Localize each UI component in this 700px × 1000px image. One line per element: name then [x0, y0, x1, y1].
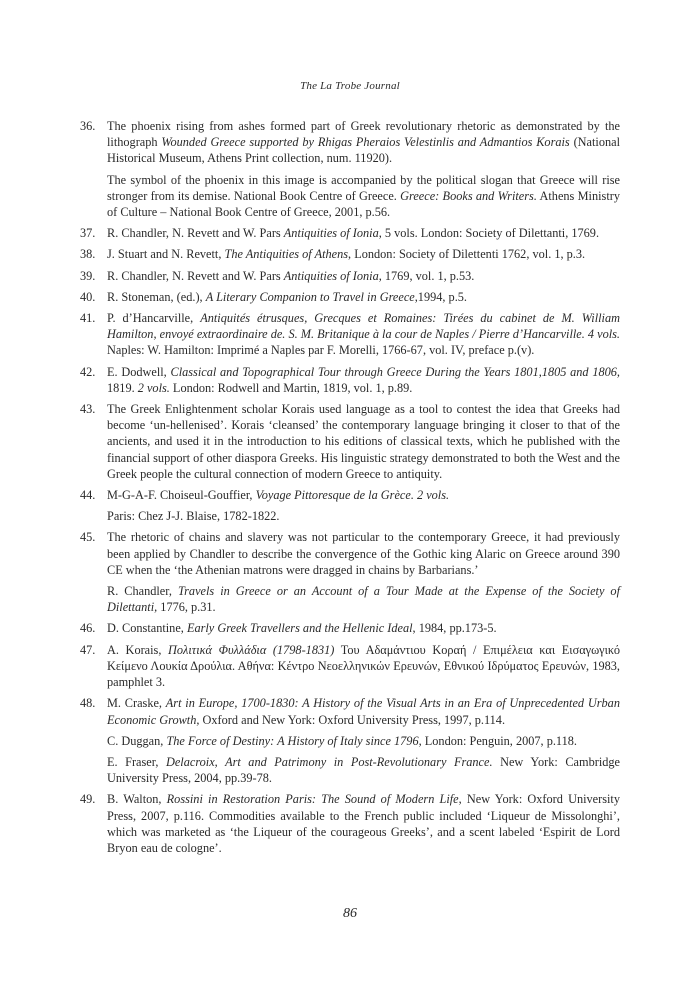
endnote-number: 38. — [80, 247, 96, 262]
endnote-text: The Greek Enlightenment scholar Korais used language as a tool to contest the idea that Greeks had become ‘un-hellenised’. Korais ‘cleansed’ the contemporary language bringing it closer to that of the ancients, and used it in the introduction to his editions of classical texts, which he published with the financial support of other diaspora Greeks. His linguistic strategy demonstrated to both the West and the Greek people the cultural connection of modern Greece to antiquity. — [107, 402, 620, 481]
endnote-text: , London: Society of Dilettenti 1762, vol. 1, p.3. — [348, 247, 586, 262]
endnote-text: , 5 vols. London: Society of Dilettanti, 1769. — [378, 226, 600, 241]
endnote-number: 37. — [80, 226, 96, 241]
endnote-text: Του Αδαμάντιου Κοραή / Επιμέλεια και Εισαγωγικό Κείμενο Λουκία Δρούλια. Αθήνα: Κέντρο Νεοελληνικών Ερευνών, Εθνικού Ιδρύματος Ερευνών, 1983, pamphlet 3. — [107, 642, 620, 690]
endnote-paragraph — [107, 268, 620, 284]
endnote-text: R. Chandler, N. Revett and W. Pars — [107, 226, 284, 241]
endnote-text: J. Stuart and N. Revett, — [107, 247, 225, 262]
endnote-text: London: Rodwell and Martin, 1819, vol. 1, p.89. — [169, 380, 413, 395]
endnote-title-text: Early Greek Travellers and the Hellenic Ideal — [186, 621, 413, 636]
endnote-title-text: The Force of Destiny: A History of Italy since 1796 — [166, 733, 419, 748]
running-head: The La Trobe Journal — [300, 80, 400, 92]
endnote-paragraph — [107, 487, 620, 503]
endnote-number: 42. — [80, 364, 96, 379]
endnote-number: 40. — [80, 289, 96, 304]
endnote-number: 47. — [80, 642, 96, 657]
endnote-paragraph — [107, 246, 620, 262]
endnote-text: B. Walton, — [107, 792, 167, 807]
endnote-paragraph — [107, 225, 620, 241]
endnote-title-text: Classical and Topographical Tour through Greece During the Years 1801,1805 and 1806, — [170, 364, 620, 379]
endnote-text: New York: Cambridge University Press, 2004, pp.39-78. — [107, 754, 620, 786]
endnote-text: R. Chandler, N. Revett and W. Pars — [107, 268, 284, 283]
endnote-text: P. d’Hancarville, — [107, 311, 201, 326]
endnote-text: Athens Ministry of Culture – National Book Centre of Greece, 2001, p.56. — [107, 188, 620, 220]
endnote-item — [80, 695, 620, 786]
endnote-paragraph — [107, 754, 620, 786]
endnote-text: E. Dodwell, — [107, 364, 171, 379]
endnote-paragraph — [107, 642, 620, 691]
endnote-item — [80, 642, 620, 691]
endnote-number: 44. — [80, 488, 96, 503]
endnote-paragraph — [107, 695, 620, 727]
endnote-title-text: Greece: Books and Writers. — [400, 188, 537, 203]
endnote-number: 41. — [80, 311, 96, 326]
endnote-number: 45. — [80, 530, 96, 545]
endnote-text: D. Constantine, — [107, 621, 187, 636]
endnote-number: 36. — [80, 119, 96, 133]
endnote-number: 39. — [80, 268, 96, 283]
endnote-text: E. Fraser, — [107, 754, 166, 769]
endnote-item — [80, 289, 620, 305]
endnote-text: Paris: Chez J-J. Blaise, 1782-1822. — [107, 509, 280, 524]
endnote-paragraph — [107, 620, 620, 636]
endnote-text: 1776, p.31. — [157, 600, 216, 615]
endnote-item — [80, 118, 620, 220]
endnote-number: 43. — [80, 402, 96, 417]
endnote-title-text: Delacroix, Art and Patrimony in Post-Revolutionary France. — [165, 754, 493, 769]
endnote-text: R. Chandler, — [107, 584, 178, 599]
endnote-item — [80, 310, 620, 359]
endnote-paragraph — [107, 529, 620, 578]
endnote-paragraph — [107, 733, 620, 749]
endnote-paragraph — [107, 508, 620, 524]
endnote-number: 49. — [80, 792, 96, 807]
endnote-item — [80, 268, 620, 284]
endnote-title-text: Travels in Greece or an Account of a Tour Made at the Expense of the Society of Dilettanti, — [107, 584, 620, 615]
endnote-text: ,1994, p.5. — [414, 289, 467, 304]
endnote-title-text: The Antiquities of Athens — [224, 247, 349, 262]
endnote-text: M-G-A-F. Choiseul-Gouffier, — [107, 488, 256, 503]
endnote-text: Oxford and New York: Oxford University Press, 1997, p.114. — [199, 712, 506, 727]
endnote-paragraph — [107, 289, 620, 305]
endnote-item — [80, 620, 620, 636]
endnote-title-text: Antiquities of Ionia — [283, 268, 379, 283]
endnote-paragraph — [107, 364, 620, 396]
endnote-title-text: Rossini in Restoration Paris: The Sound of Modern Life — [166, 792, 459, 807]
endnote-text: , New York: Oxford University Press, 2007, p.116. Commodities available to the French public included ‘Liqueur de Missolonghi’, which was marketed as ‘the Liqueur of the courageous Greeks’, and a scent labeled ‘Espirit de Lord Bryon eau de cologne’. — [107, 792, 620, 855]
endnote-item — [80, 791, 620, 856]
endnote-item — [80, 529, 620, 615]
endnote-text: , 1769, vol. 1, p.53. — [378, 268, 475, 283]
endnote-title-text: Πολιτικά Φυλλάδια (1798-1831) — [168, 642, 335, 657]
endnote-text: , London: Penguin, 2007, p.118. — [418, 733, 577, 748]
endnotes-list — [80, 118, 620, 861]
endnote-text: C. Duggan, — [107, 733, 167, 748]
endnote-text: R. Stoneman, (ed.), — [107, 289, 206, 304]
endnote-title-text: Antiquities of Ionia — [283, 226, 379, 241]
endnote-text: 1819. — [107, 380, 138, 395]
endnote-text: M. Craske, — [107, 696, 166, 711]
endnote-item — [80, 225, 620, 241]
endnote-paragraph — [107, 583, 620, 615]
endnote-text: The symbol of the phoenix in this image is accompanied by the political slogan that Greece will rise stronger from its demise. National Book Centre of Greece. — [107, 172, 620, 203]
endnote-item — [80, 487, 620, 524]
endnote-title-text: Antiquités étrusques, Grecques et Romaines: Tirées du cabinet de M. William Hamilton, envoyé extraordinaire de. S. M. Britanique à la cour de Naples / Pierre d’Hancarville. 4 vols. — [107, 311, 621, 342]
endnote-item — [80, 246, 620, 262]
endnote-paragraph — [107, 791, 620, 856]
endnote-number: 46. — [80, 621, 96, 636]
endnote-title-text: A Literary Companion to Travel in Greece — [205, 289, 415, 304]
endnote-text: Naples: W. Hamilton: Imprimé a Naples par F. Morelli, 1766-67, vol. IV, preface p.(v). — [107, 343, 535, 358]
endnote-text: The phoenix rising from ashes formed part of Greek revolutionary rhetoric as demonstrated by the lithograph — [107, 119, 620, 150]
endnote-title-text: 2 vols. — [137, 380, 170, 395]
endnote-title-text: Art in Europe, 1700-1830: A History of the Visual Arts in an Era of Unprecedented Urban Economic Growth, — [107, 696, 620, 727]
endnote-text: , 1984, pp.173-5. — [412, 621, 497, 636]
page-number: 86 — [343, 906, 357, 921]
endnote-paragraph — [107, 172, 620, 221]
endnote-paragraph — [107, 118, 620, 167]
endnote-title-text: Voyage Pittoresque de la Grèce. 2 vols. — [255, 488, 450, 503]
endnote-text: (National Historical Museum, Athens Print collection, num. 11920). — [107, 135, 621, 166]
endnote-paragraph — [107, 401, 620, 482]
endnote-title-text: Wounded Greece supported by Rhigas Pheraios Velestinlis and Admantios Korais — [161, 135, 570, 150]
endnote-text: A. Korais, — [107, 642, 169, 657]
endnote-text: The rhetoric of chains and slavery was not particular to the contemporary Greece, it had previously been applied by Chandler to describe the convergence of the Gothic king Alaric on Greece around 390 CE when the ‘the Athenian matrons were dragged in chains by Barbarians.’ — [107, 530, 620, 577]
endnote-item — [80, 401, 620, 482]
endnote-paragraph — [107, 310, 620, 359]
endnote-number: 48. — [80, 696, 96, 711]
endnote-item — [80, 364, 620, 396]
